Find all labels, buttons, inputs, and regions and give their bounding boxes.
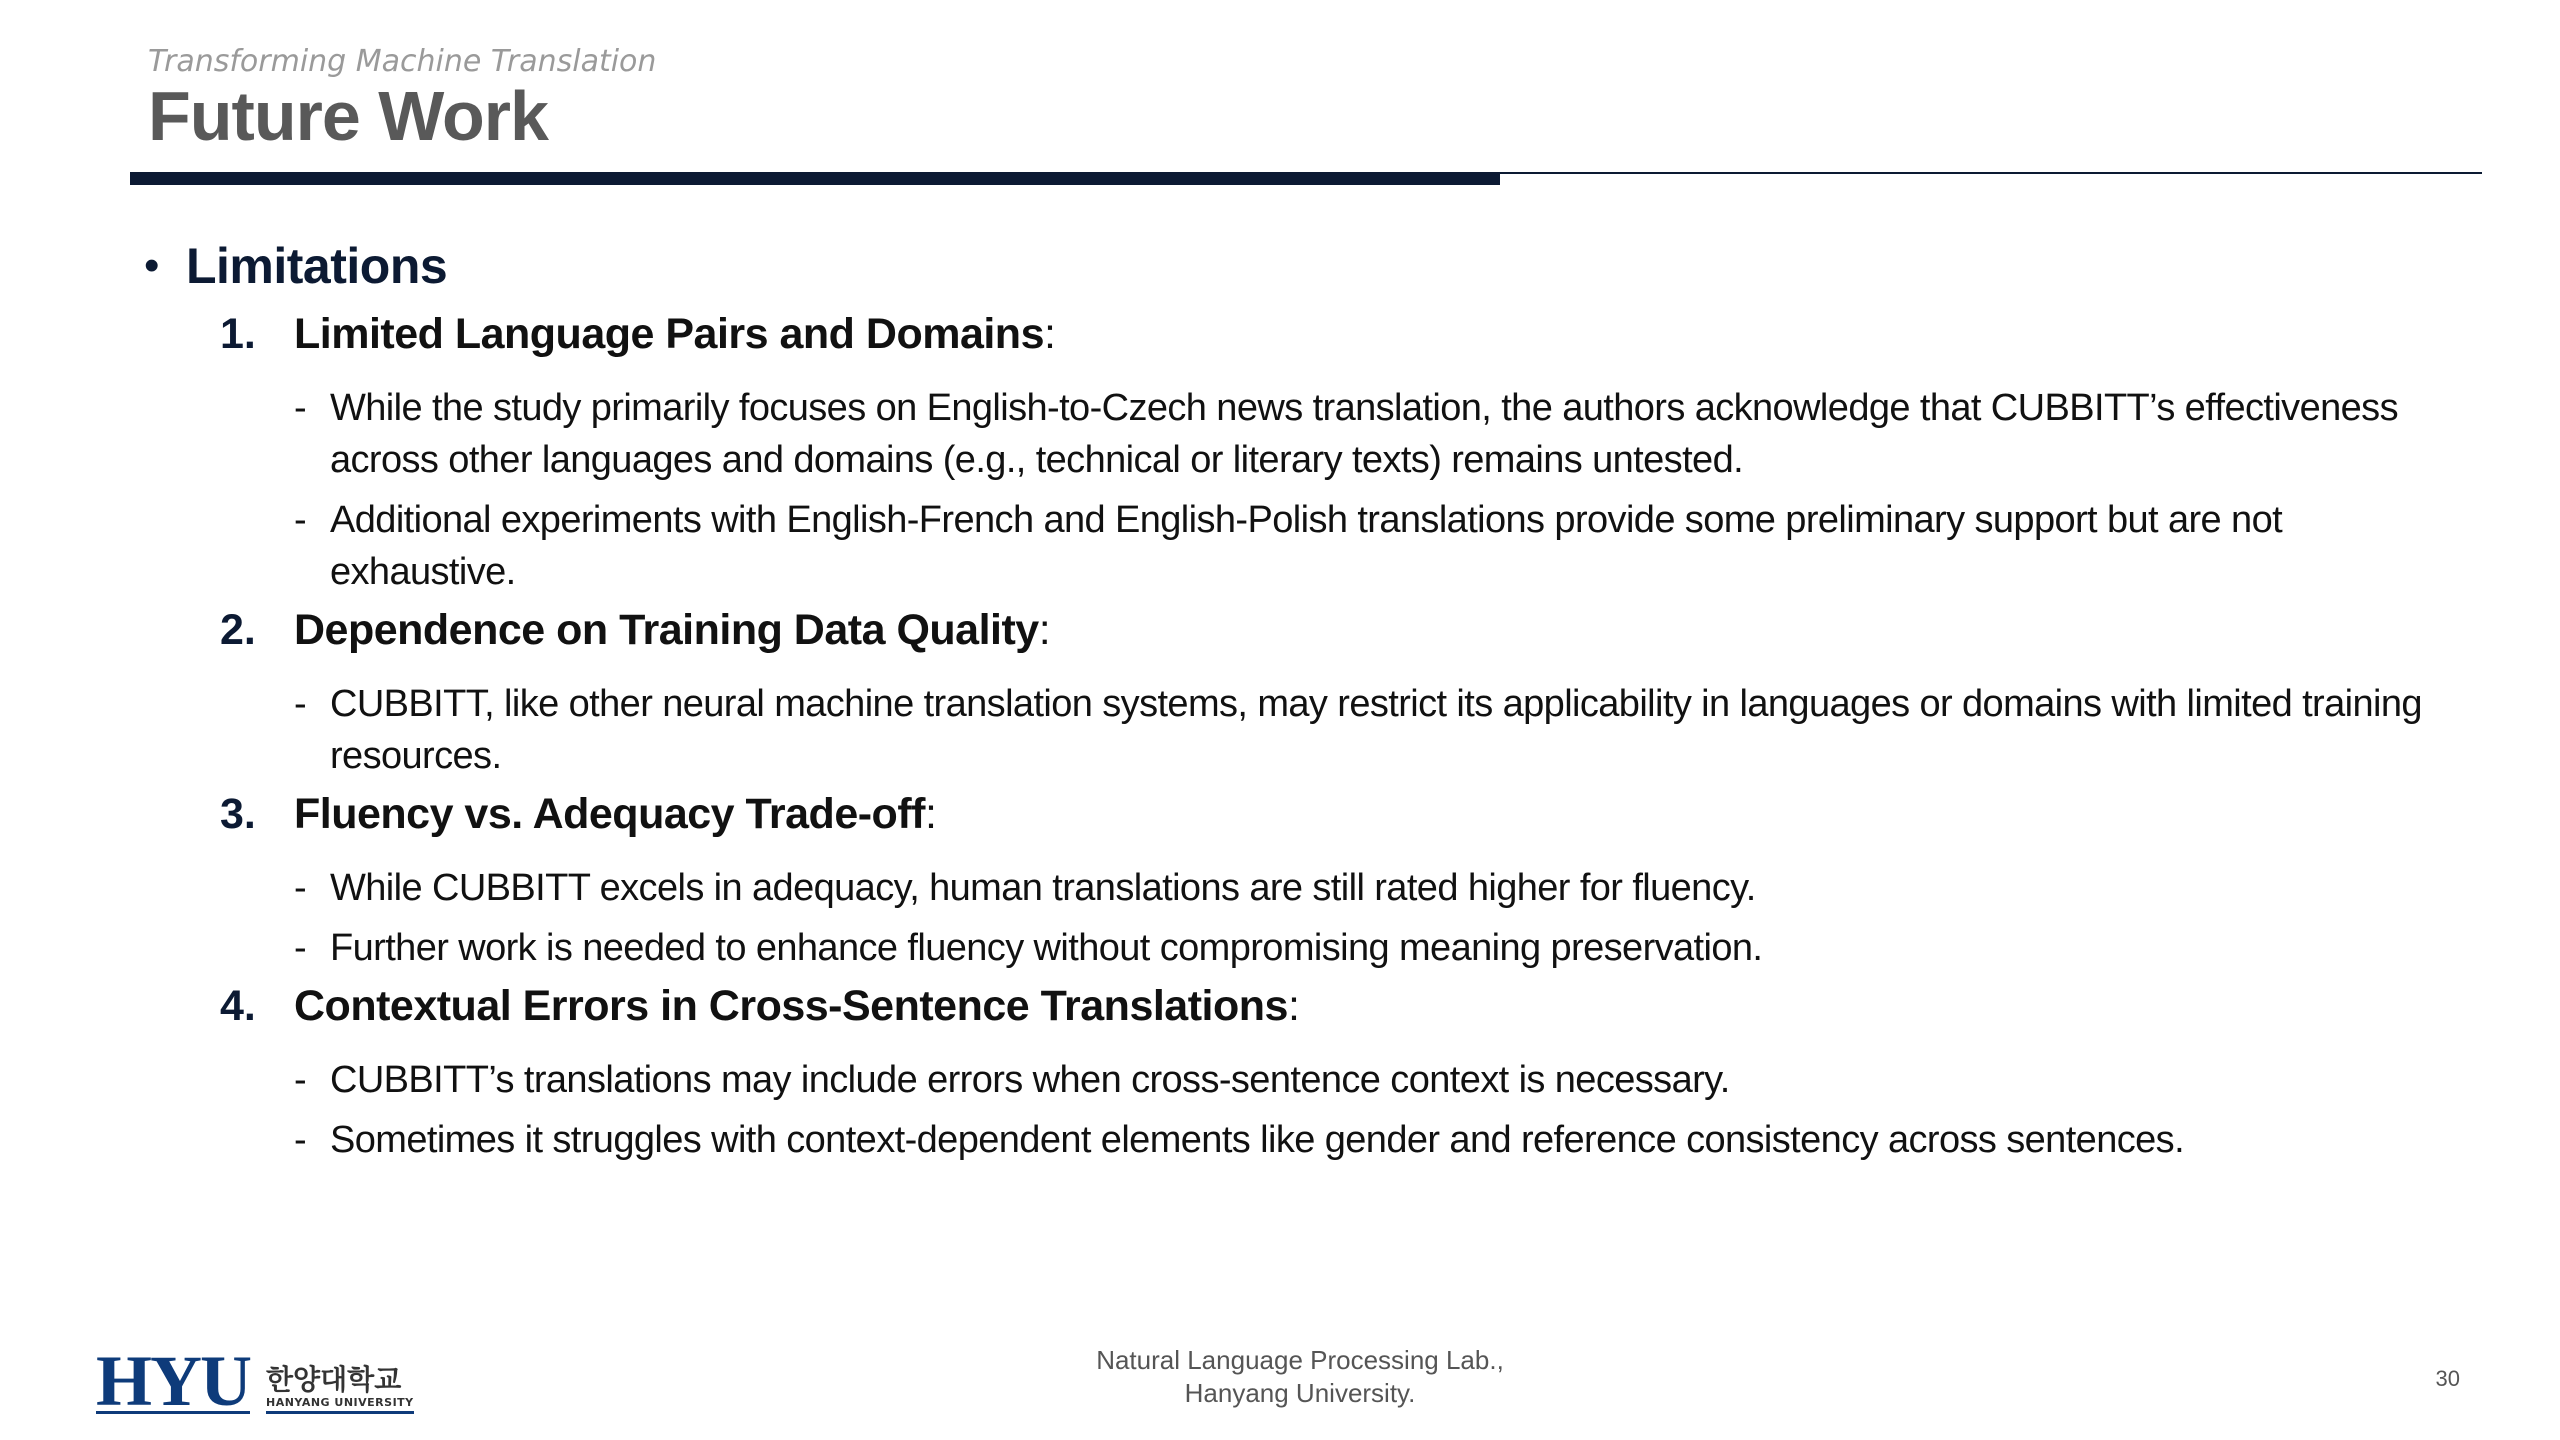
item-heading bbox=[220, 982, 2474, 1046]
sub-item bbox=[294, 922, 2474, 974]
sub-item bbox=[294, 494, 2474, 598]
slide-title: Future Work bbox=[148, 77, 548, 155]
footer-line-2: Hanyang University. bbox=[1184, 1378, 1416, 1408]
sub-item bbox=[294, 382, 2474, 486]
item-number: 2. bbox=[220, 606, 256, 654]
university-logo bbox=[96, 1341, 414, 1421]
sub-item-text: Sometimes it struggles with context-dependent elements like gender and reference consistency across sentences. bbox=[330, 1119, 2185, 1161]
title-rule-thick bbox=[130, 172, 1500, 185]
sub-item-text: Additional experiments with English-French and English-Polish translations provide some preliminary support but are not exhaustive. bbox=[330, 499, 2283, 593]
item-heading bbox=[220, 606, 2474, 670]
section-bullet bbox=[144, 228, 2474, 304]
sub-dash: - bbox=[294, 683, 307, 725]
sub-dash: - bbox=[294, 927, 307, 969]
footer-line-1: Natural Language Processing Lab., bbox=[1096, 1345, 1504, 1375]
sub-item-text: While the study primarily focuses on English-to-Czech news translation, the authors acknowledge that CUBBITT’s effectiveness across other languages and domains (e.g., technical or literary texts) remains untested. bbox=[330, 387, 2398, 481]
footer-lab bbox=[1000, 1344, 1600, 1410]
slide-content bbox=[144, 228, 2474, 1174]
sub-item-text: While CUBBITT excels in adequacy, human translations are still rated higher for fluency. bbox=[330, 867, 1756, 909]
item-colon: : bbox=[1038, 606, 1051, 654]
sub-dash: - bbox=[294, 1059, 307, 1101]
sub-item-text: Further work is needed to enhance fluency without compromising meaning preservation. bbox=[330, 927, 1763, 969]
sub-dash: - bbox=[294, 387, 307, 429]
list-item bbox=[220, 790, 2474, 974]
slide-subtitle: Transforming Machine Translation bbox=[148, 44, 657, 79]
item-title: Fluency vs. Adequacy Trade-off bbox=[294, 790, 925, 838]
logo-korean: 한양대학교 bbox=[266, 1363, 402, 1396]
sub-dash: - bbox=[294, 867, 307, 909]
item-number: 3. bbox=[220, 790, 256, 838]
logo-text bbox=[266, 1364, 414, 1414]
item-title: Dependence on Training Data Quality bbox=[294, 606, 1039, 654]
item-number: 1. bbox=[220, 310, 256, 358]
item-number: 4. bbox=[220, 982, 256, 1030]
list-item bbox=[220, 606, 2474, 782]
section-label: Limitations bbox=[186, 238, 448, 294]
sub-item bbox=[294, 862, 2474, 914]
item-title: Limited Language Pairs and Domains bbox=[294, 310, 1044, 358]
logo-mark: HYU bbox=[96, 1341, 250, 1421]
title-rule-thin bbox=[1500, 172, 2482, 174]
sub-dash: - bbox=[294, 499, 307, 541]
page-number: 30 bbox=[2435, 1366, 2460, 1391]
item-heading bbox=[220, 310, 2474, 374]
sub-item bbox=[294, 1054, 2474, 1106]
sub-item-text: CUBBITT, like other neural machine translation systems, may restrict its applicability in languages or domains with limited training resources. bbox=[330, 683, 2422, 777]
logo-english: HANYANG UNIVERSITY bbox=[266, 1396, 414, 1409]
sub-item bbox=[294, 678, 2474, 782]
list-item bbox=[220, 982, 2474, 1166]
bullet-dot: • bbox=[144, 241, 160, 290]
sub-dash: - bbox=[294, 1119, 307, 1161]
item-colon: : bbox=[1044, 310, 1056, 358]
sub-item-text: CUBBITT’s translations may include errors when cross-sentence context is necessary. bbox=[330, 1059, 1730, 1101]
item-title: Contextual Errors in Cross-Sentence Translations bbox=[294, 982, 1288, 1030]
item-heading bbox=[220, 790, 2474, 854]
sub-item bbox=[294, 1114, 2474, 1166]
item-colon: : bbox=[1287, 982, 1300, 1030]
item-colon: : bbox=[924, 790, 937, 838]
list-item bbox=[220, 310, 2474, 598]
